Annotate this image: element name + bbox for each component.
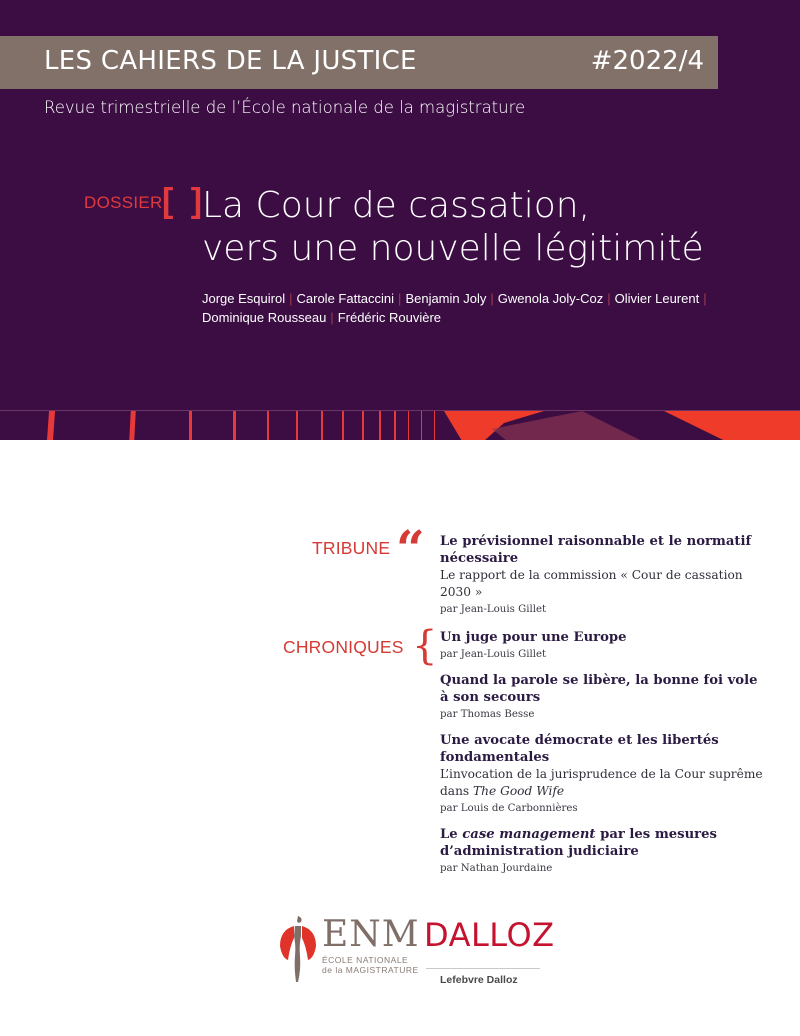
- enm-subtext: [322, 956, 419, 975]
- column-stripe: [421, 411, 422, 440]
- separator: |: [703, 291, 707, 306]
- toc-entry[interactable]: [440, 826, 770, 876]
- entry-title: [440, 672, 770, 706]
- entry-title-line: fondamentales: [440, 750, 550, 765]
- journal-banner: [0, 36, 718, 89]
- title-suffix: par les mesures: [595, 827, 717, 842]
- brace-icon: {: [412, 623, 438, 669]
- column-stripe: [189, 411, 192, 440]
- column-stripe: [434, 411, 435, 440]
- entry-title: Le prévisionnel raisonnable et le normatif nécessaire: [440, 534, 752, 566]
- author: Gwenola Joly-Coz: [497, 291, 604, 306]
- entry-title-line: à son secours: [440, 690, 541, 705]
- enm-subtext-line: de la MAGISTRATURE: [322, 964, 419, 975]
- dossier-title-line1: La Cour de cassation,: [202, 185, 591, 226]
- entry-author: par Nathan Jourdaine: [440, 863, 553, 874]
- author: Carole Fattaccini: [296, 291, 395, 306]
- column-stripe: [379, 411, 381, 440]
- section-label-chroniques: CHRONIQUES: [283, 637, 404, 657]
- entry-title-line: Une avocate démocrate et les libertés: [440, 733, 719, 748]
- column-stripe: [408, 411, 409, 440]
- column-stripe: [296, 411, 298, 440]
- publisher-logos: [276, 904, 555, 994]
- column-stripe: [47, 411, 55, 440]
- entry-author: par Jean-Louis Gillet: [440, 604, 547, 615]
- cover-header: [0, 0, 800, 440]
- entry-author: par Jean-Louis Gillet: [440, 649, 547, 660]
- subtitle-italic: The Good Wife: [473, 784, 565, 798]
- enm-emblem-icon: [276, 912, 320, 984]
- column-stripe: [129, 411, 136, 440]
- dalloz-logo-text: DALLOZ: [424, 916, 555, 954]
- toc-entry[interactable]: [440, 629, 770, 662]
- title-italic: case management: [462, 827, 596, 842]
- subtitle-prefix: dans: [440, 784, 474, 798]
- dossier-title-line2: vers une nouvelle légitimité: [202, 228, 704, 269]
- divider: [426, 968, 540, 969]
- enm-logo-text: ENM: [322, 914, 420, 955]
- entry-title: Un juge pour une Europe: [440, 630, 627, 645]
- entry-title: [440, 732, 770, 766]
- dossier-title: [202, 184, 704, 270]
- author: Dominique Rousseau: [202, 309, 327, 325]
- issue-number: #2022/4: [590, 46, 704, 76]
- author: Benjamin Joly: [405, 291, 487, 306]
- entry-subtitle: [440, 766, 770, 800]
- journal-subtitle: Revue trimestrielle de l’École nationale de la magistrature: [44, 98, 526, 117]
- bracket-icon: [ ]: [162, 182, 207, 220]
- red-shape: [664, 411, 800, 440]
- dossier-authors: [202, 290, 742, 327]
- column-stripe: [342, 411, 344, 440]
- dossier-label: DOSSIER: [84, 193, 163, 212]
- toc-entry[interactable]: [440, 672, 770, 722]
- journal-title: LES CAHIERS DE LA JUSTICE: [44, 46, 417, 76]
- entry-title: [440, 826, 770, 860]
- entry-author: par Thomas Besse: [440, 709, 535, 720]
- entry-title-line: d’administration judiciaire: [440, 844, 639, 859]
- entry-title-line: Quand la parole se libère, la bonne foi vole: [440, 673, 758, 688]
- entry-title-line: [440, 826, 770, 843]
- quote-icon: “: [396, 519, 425, 578]
- architectural-photo-strip: [0, 410, 800, 440]
- column-stripe: [233, 411, 236, 440]
- separator: |: [490, 291, 494, 306]
- separator: |: [330, 309, 334, 325]
- title-prefix: Le: [440, 827, 463, 842]
- section-label-tribune: TRIBUNE: [312, 538, 391, 558]
- column-stripe: [394, 411, 396, 440]
- entry-subtitle-line: [440, 783, 770, 800]
- dalloz-subtext: Lefebvre Dalloz: [440, 974, 518, 986]
- toc-entry[interactable]: [440, 533, 770, 617]
- author: Jorge Esquirol: [202, 291, 286, 306]
- separator: |: [607, 291, 611, 306]
- separator: |: [289, 291, 293, 306]
- toc-entry[interactable]: [440, 732, 770, 816]
- enm-subtext-line: ÉCOLE NATIONALE: [322, 955, 409, 965]
- entry-subtitle: Le rapport de la commission « Cour de cassation 2030 »: [440, 568, 743, 599]
- column-stripe: [321, 411, 323, 440]
- entry-author: par Louis de Carbonnières: [440, 803, 578, 814]
- column-stripe: [362, 411, 364, 440]
- author: Olivier Leurent: [614, 291, 700, 306]
- separator: |: [398, 291, 402, 306]
- entry-subtitle-line: L’invocation de la jurisprudence de la Cour suprême: [440, 767, 763, 781]
- column-stripe: [267, 411, 269, 440]
- author: Frédéric Rouvière: [337, 309, 442, 325]
